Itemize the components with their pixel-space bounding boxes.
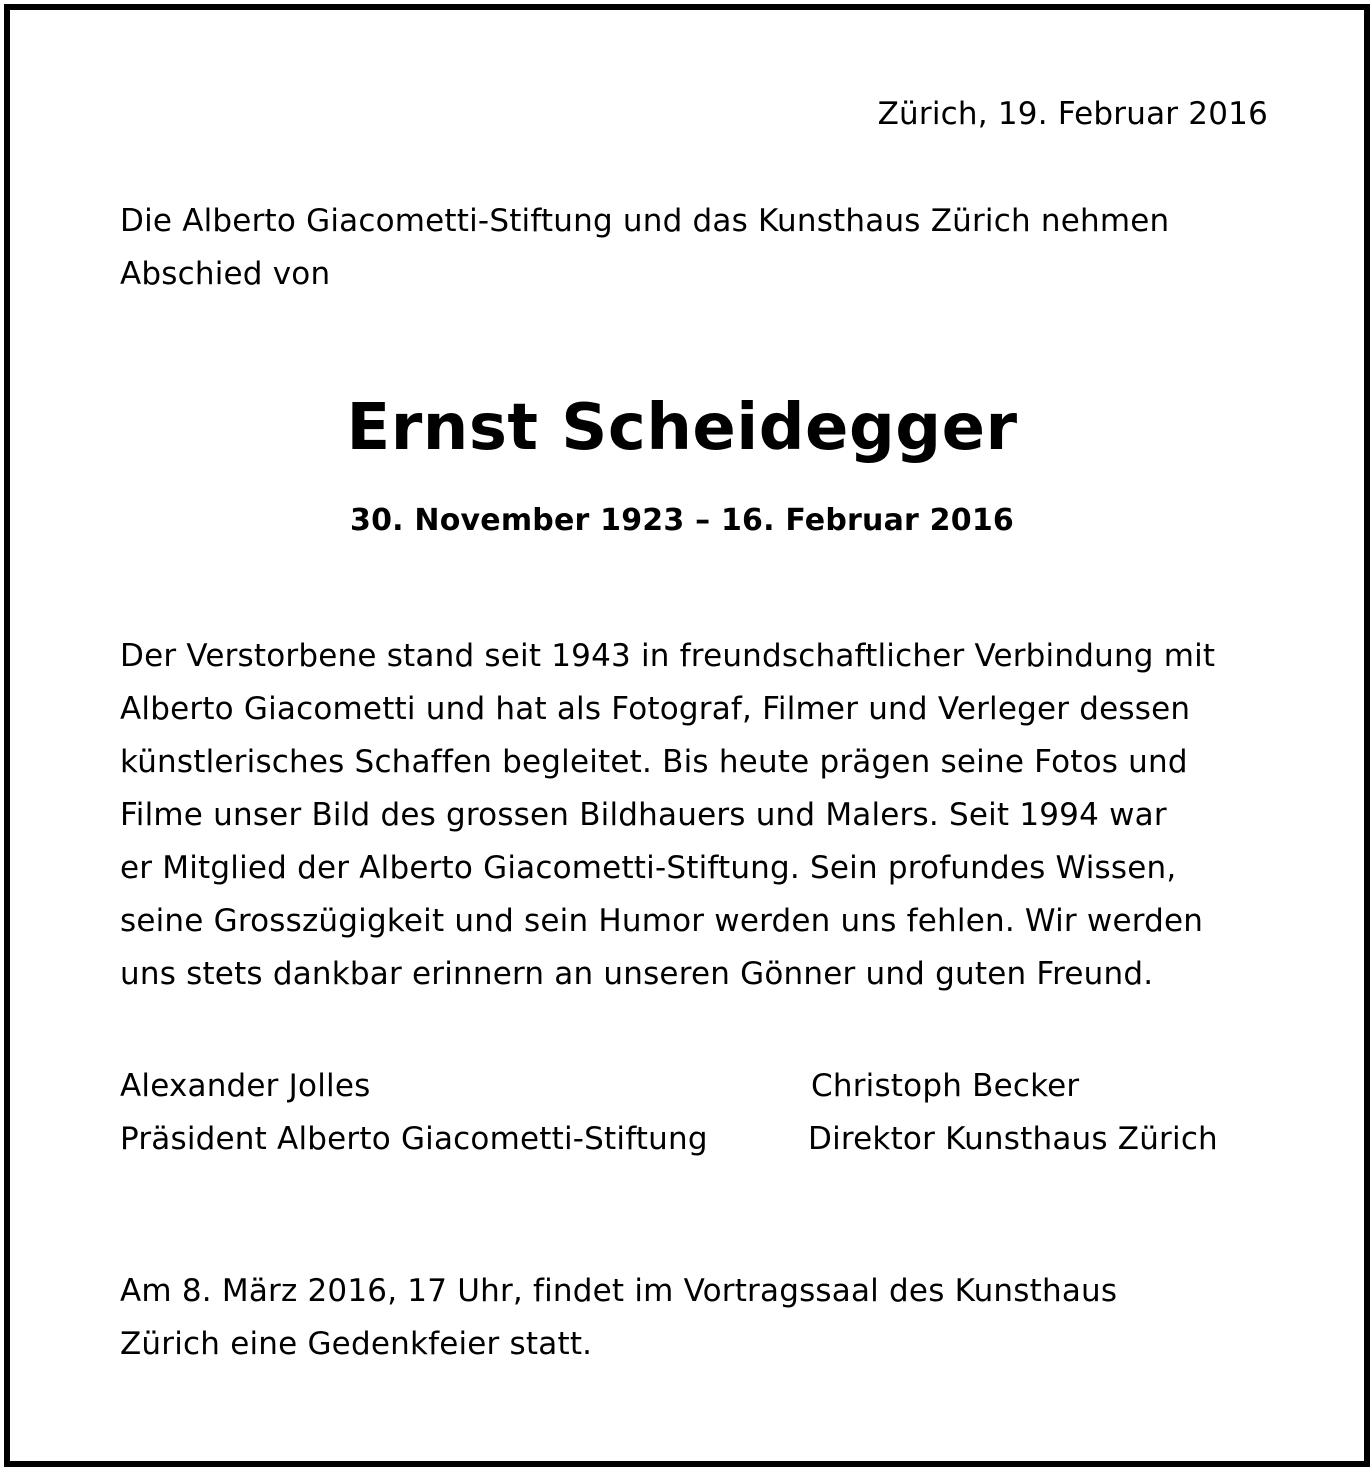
signatory-role-right: Direktor Kunsthaus Zürich (808, 1121, 1218, 1157)
signatory-name-left: Alexander Jolles (120, 1068, 371, 1104)
life-dates: 30. November 1923 – 16. Februar 2016 (350, 503, 1014, 538)
place-date: Zürich, 19. Februar 2016 (877, 96, 1268, 132)
intro-text: Die Alberto Giacometti-Stiftung und das Kunsthaus Zürich nehmen Abschied von (120, 203, 1170, 292)
memorial-announcement: Am 8. März 2016, 17 Uhr, findet im Vortragssaal des Kunsthaus Zürich eine Gedenkfeier statt. (120, 1273, 1118, 1362)
signatory-role-left: Präsident Alberto Giacometti-Stiftung (120, 1121, 708, 1157)
signatory-name-right: Christoph Becker (811, 1068, 1080, 1104)
deceased-name: Ernst Scheidegger (346, 391, 1018, 465)
tribute-text: Der Verstorbene stand seit 1943 in freundschaftlicher Verbindung mit Alberto Giacometti und hat als Fotograf, Filmer und Verleger dessen künstlerisches Schaffen begleitet. Bis heute prägen seine Fotos und Filme unser Bild des grossen Bildhauers und Malers. Seit 1994 war er Mitglied der Alberto Giacometti-Stiftung. Sein profundes Wissen, seine Grosszügigkeit und sein Humor werden uns fehlen. Wir werden uns stets dankbar erinnern an unseren Gönner und guten Freund. (120, 638, 1216, 992)
